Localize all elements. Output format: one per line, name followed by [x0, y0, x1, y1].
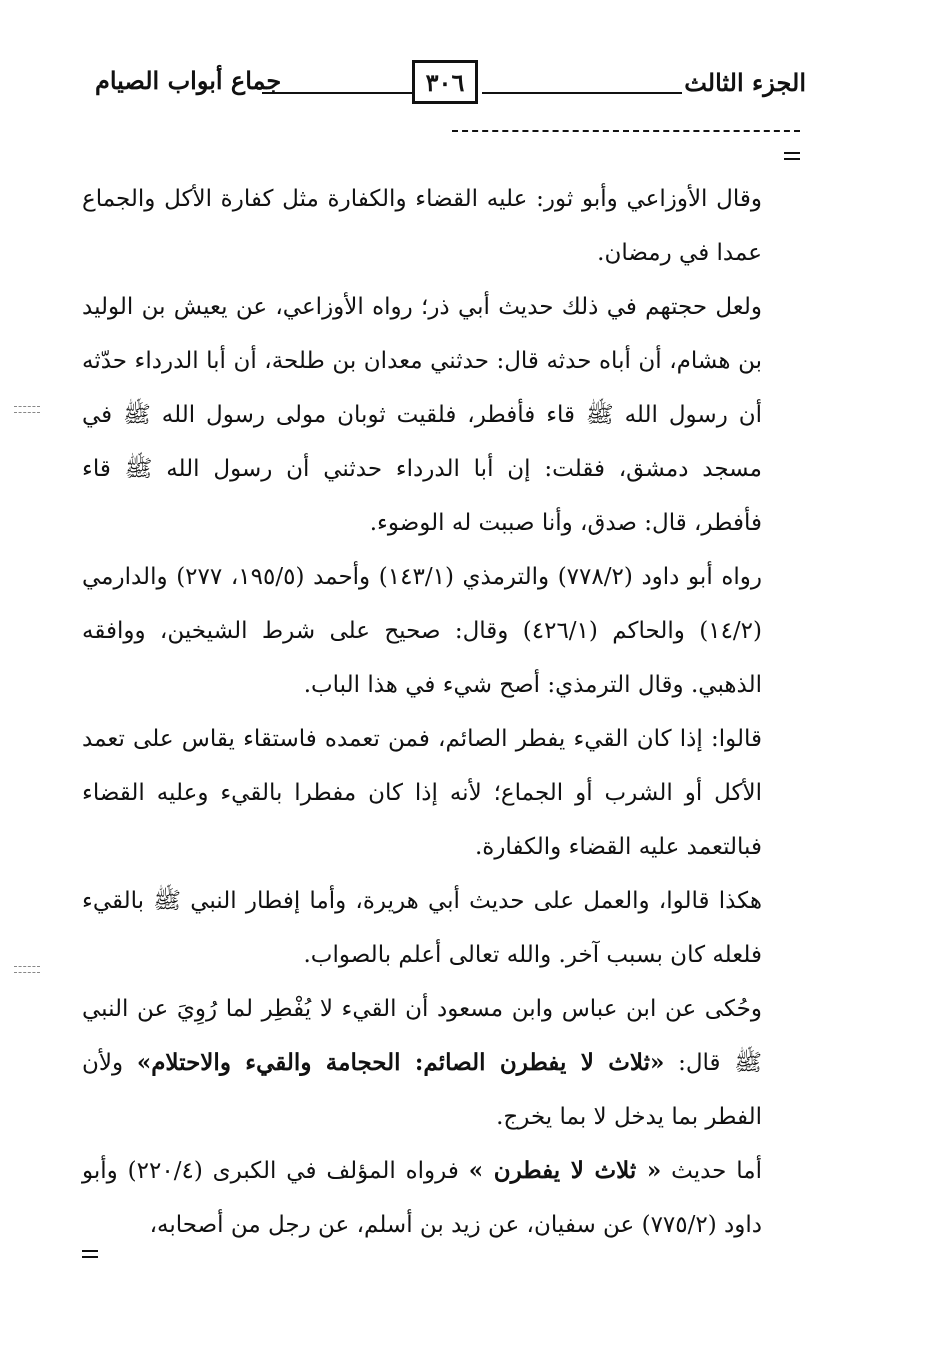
paragraph [82, 1144, 762, 1252]
paragraph: وقال الأوزاعي وأبو ثور: عليه القضاء والكفارة مثل كفارة الأكل والجماع عمدا في رمضان. [82, 186, 762, 266]
margin-mark [14, 406, 40, 407]
header-dashed-separator [452, 130, 800, 132]
margin-mark [14, 972, 40, 973]
header-rule-left [262, 92, 412, 94]
page-header [0, 0, 936, 170]
paragraph [82, 982, 762, 1144]
main-text [82, 172, 762, 1252]
paragraph-text: أما حديث [661, 1158, 762, 1184]
paragraph: قالوا: إذا كان القيء يفطر الصائم، فمن تعمده فاستقاء يقاس على تعمد الأكل أو الشرب أو الجماع؛ لأنه إذا كان مفطرا بالقيء وعليه القضاء فبالتعمد عليه القضاء والكفارة. [82, 726, 762, 860]
paragraph-text: فرواه المؤلف في الكبرى (٢٢٠/٤) وأبو داود (٧٧٥/٢) عن سفيان، عن زيد بن أسلم، عن رجل من أصحابه، [82, 1158, 762, 1238]
margin-mark [14, 412, 40, 413]
continuation-mark-top [784, 152, 800, 160]
paragraph-text: وحُكى عن ابن عباس وابن مسعود أن القيء لا يُفْطِر لما رُوِيَ عن النبي ﷺ قال: [82, 996, 763, 1076]
paragraph-text: ولأن الفطر بما يدخل لا بما يخرج. [82, 1050, 762, 1130]
hadith-quote: « ثلاث لا يفطرن » [468, 1157, 662, 1184]
page-number: ٣٠٦ [412, 60, 478, 104]
paragraph: هكذا قالوا، والعمل على حديث أبي هريرة، وأما إفطار النبي ﷺ بالقيء فلعله كان بسبب آخر. والله تعالى أعلم بالصواب. [82, 888, 762, 968]
header-rule-right [482, 92, 682, 94]
continuation-mark-bottom [82, 1250, 98, 1258]
running-head-part: الجزء الثالث [684, 68, 806, 97]
running-head-chapter: جماع أبواب الصيام [95, 66, 282, 95]
paragraph: ولعل حجتهم في ذلك حديث أبي ذر؛ رواه الأوزاعي، عن يعيش بن الوليد بن هشام، أن أباه حدثه قال: حدثني معدان بن طلحة، أن أبا الدرداء حدّثه أن رسول الله ﷺ قاء فأفطر، فلقيت ثوبان مولى رسول الله ﷺ في مسجد دمشق، فقلت: إن أبا الدرداء حدثني أن رسول الله ﷺ قاء فأفطر، قال: صدق، وأنا صببت له الوضوء. [82, 294, 762, 536]
margin-mark [14, 966, 40, 967]
hadith-quote: «ثلاث لا يفطرن الصائم: الحجامة والقيء والاحتلام» [136, 1049, 665, 1076]
paragraph: رواه أبو داود (٧٧٨/٢) والترمذي (١٤٣/١) وأحمد (١٩٥/٥، ٢٧٧) والدارمي (١٤/٢) والحاكم (٤٢٦/١) وقال: صحيح على شرط الشيخين، ووافقه الذهبي. وقال الترمذي: أصح شيء في هذا الباب. [82, 564, 763, 698]
